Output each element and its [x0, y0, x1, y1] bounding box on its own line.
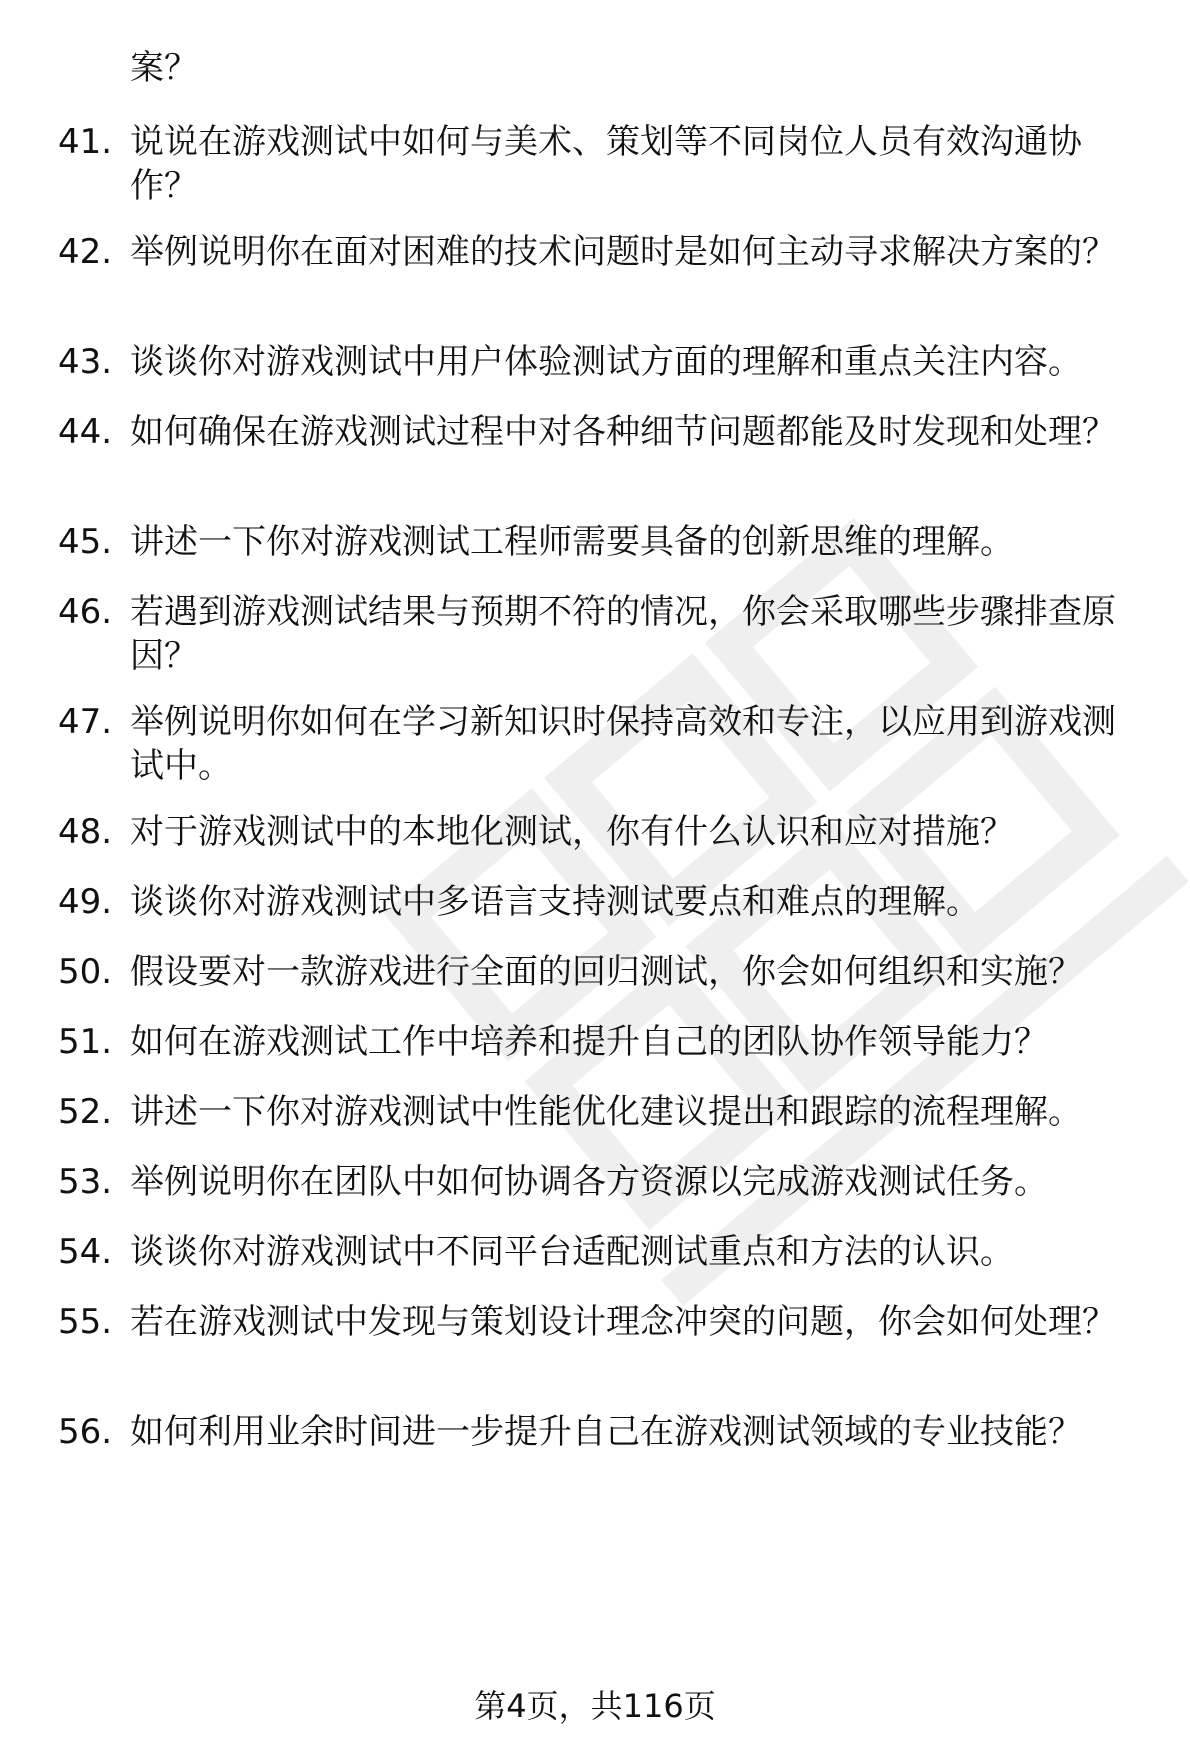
question-text: 谈谈你对游戏测试中不同平台适配测试重点和方法的认识。 [130, 1232, 1014, 1272]
question-number: 49. [58, 882, 113, 922]
question-text: 讲述一下你对游戏测试中性能优化建议提出和跟踪的流程理解。 [130, 1092, 1082, 1132]
question-item [58, 410, 1148, 454]
question-number: 47. [58, 702, 113, 742]
question-item [58, 230, 1148, 274]
question-number: 41. [58, 122, 113, 162]
question-number: 48. [58, 812, 113, 852]
question-item [58, 810, 1148, 854]
question-text: 举例说明你在面对困难的技术问题时是如何主动寻求解决方案的？ [130, 232, 1116, 272]
question-item [58, 520, 1148, 564]
question-number: 42. [58, 232, 113, 272]
question-number: 55. [58, 1302, 113, 1342]
question-item [58, 340, 1148, 384]
question-text: 如何在游戏测试工作中培养和提升自己的团队协作领导能力？ [130, 1022, 1048, 1062]
question-number: 44. [58, 412, 113, 452]
question-text: 如何确保在游戏测试过程中对各种细节问题都能及时发现和处理？ [130, 412, 1116, 452]
question-number: 53. [58, 1162, 113, 1202]
question-text: 讲述一下你对游戏测试工程师需要具备的创新思维的理解。 [130, 522, 1014, 562]
question-number: 50. [58, 952, 113, 992]
question-text: 对于游戏测试中的本地化测试，你有什么认识和应对措施？ [130, 812, 1014, 852]
question-text: 举例说明你在团队中如何协调各方资源以完成游戏测试任务。 [130, 1162, 1048, 1202]
question-number: 43. [58, 342, 113, 382]
question-item [58, 1090, 1148, 1134]
question-text: 如何利用业余时间进一步提升自己在游戏测试领域的专业技能？ [130, 1412, 1082, 1452]
question-item [58, 1160, 1148, 1204]
question-text: 谈谈你对游戏测试中用户体验测试方面的理解和重点关注内容。 [130, 342, 1082, 382]
question-number: 56. [58, 1412, 113, 1452]
question-text: 说说在游戏测试中如何与美术、策划等不同岗位人员有效沟通协作？ [130, 122, 1082, 206]
question-item [58, 950, 1148, 994]
question-item [58, 1410, 1148, 1454]
question-number: 54. [58, 1232, 113, 1272]
question-item [58, 1230, 1148, 1274]
question-text: 若在游戏测试中发现与策划设计理念冲突的问题，你会如何处理？ [130, 1302, 1116, 1342]
question-item [58, 1300, 1148, 1344]
question-text: 谈谈你对游戏测试中多语言支持测试要点和难点的理解。 [130, 882, 980, 922]
question-item [58, 880, 1148, 924]
continued-question-text: 案？ [130, 48, 198, 88]
question-number: 46. [58, 592, 113, 632]
question-text: 若遇到游戏测试结果与预期不符的情况，你会采取哪些步骤排查原因？ [130, 592, 1116, 676]
question-text: 假设要对一款游戏进行全面的回归测试，你会如何组织和实施？ [130, 952, 1082, 992]
question-item [58, 590, 1148, 678]
question-number: 52. [58, 1092, 113, 1132]
question-number: 45. [58, 522, 113, 562]
question-item [58, 700, 1148, 788]
page-footer: 第4页，共116页 [474, 1687, 716, 1725]
question-text: 举例说明你如何在学习新知识时保持高效和专注，以应用到游戏测试中。 [130, 702, 1116, 786]
question-number: 51. [58, 1022, 113, 1062]
question-item [58, 1020, 1148, 1064]
question-item [58, 120, 1148, 208]
